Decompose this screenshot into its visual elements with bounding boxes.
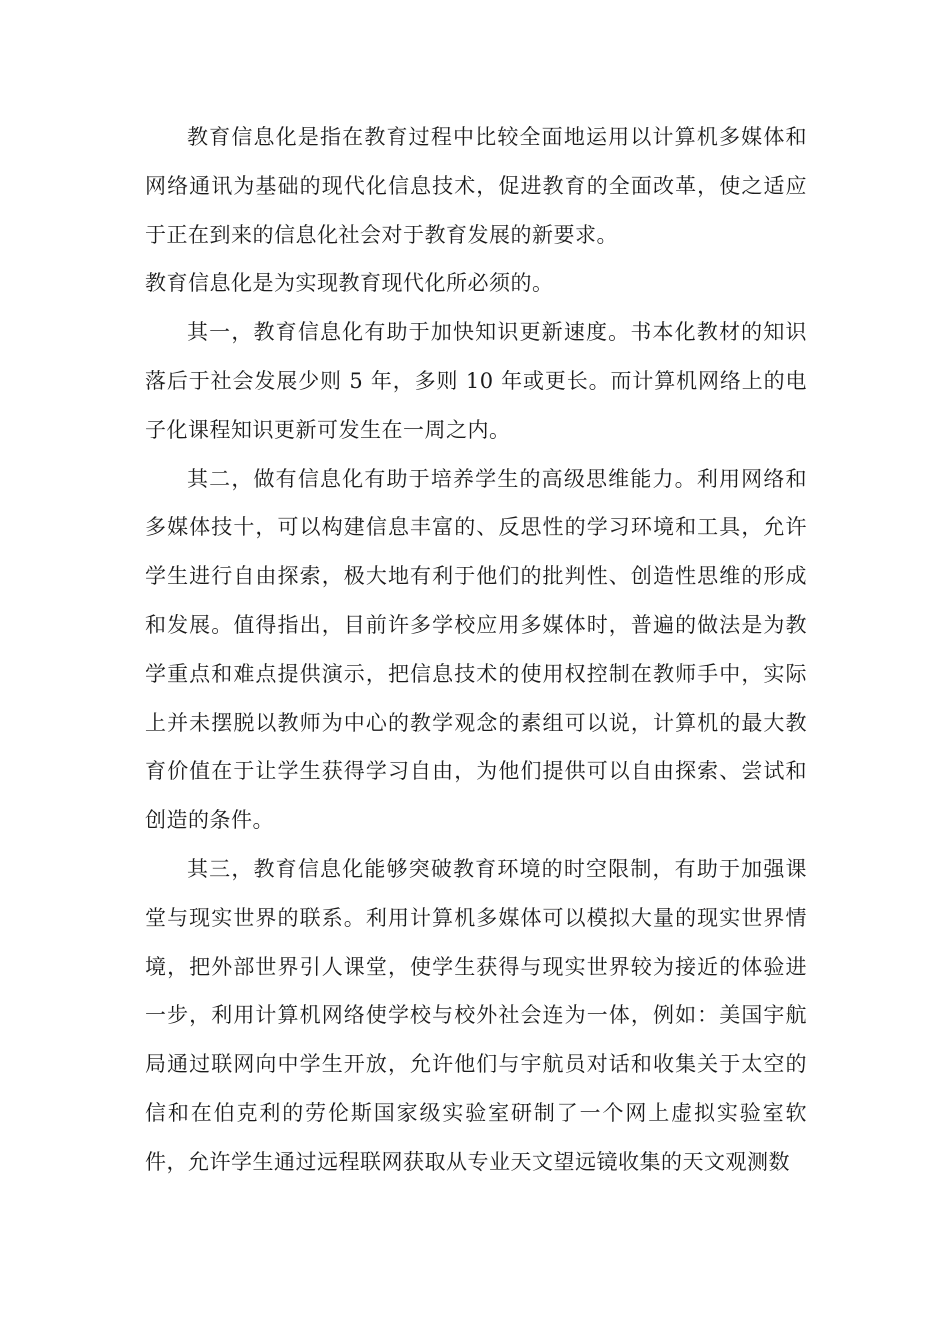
paragraph-point-two: 其二，做有信息化有助于培养学生的高级思维能力。利用网络和多媒体技十，可以构建信息丰富的、反思性的学习环境和工具，允许学生进行自由探索，极大地有利于他们的批判性、创造性思维的形成和发展。值得指出，目前许多学校应用多媒体时，普遍的做法是为教学重点和难点提供演示，把信息技术的使用权控制在教师手中，实际上并未摆脱以教师为中心的教学观念的素组可以说，计算机的最大教育价值在于让学生获得学习自由，为他们提供可以自由探索、尝试和创造的条件。 [145, 466, 807, 833]
paragraph-point-three: 其三，教育信息化能够突破教育环境的时空限制，有助于加强课堂与现实世界的联系。利用计算机多媒体可以模拟大量的现实世界情境，把外部世界引人课堂，使学生获得与现实世界较为接近的体验进一步，利用计算机网络使学校与校外社会连为一体，例如：美国宇航局通过联网向中学生开放，允许他们与宇航员对话和收集关于太空的信和在伯克利的劳伦斯国家级实验室研制了一个网上虚拟实验室软件，允许学生通过远程联网获取从专业天文望远镜收集的天文观测数 [145, 856, 807, 1174]
paragraph-point-one: 其一，教育信息化有助于加快知识更新速度。书本化教材的知识落后于社会发展少则 5 年，多则 10 年或更长。而计算机网络上的电子化课程知识更新可发生在一周之内。 [145, 320, 807, 442]
paragraph-necessity: 教育信息化是为实现教育现代化所必须的。 [145, 271, 554, 296]
document-body [145, 113, 807, 1187]
paragraph-definition: 教育信息化是指在教育过程中比较全面地运用以计算机多媒体和网络通讯为基础的现代化信息技术，促进教育的全面改革，使之适应于正在到来的信息化社会对于教育发展的新要求。 [145, 125, 807, 247]
